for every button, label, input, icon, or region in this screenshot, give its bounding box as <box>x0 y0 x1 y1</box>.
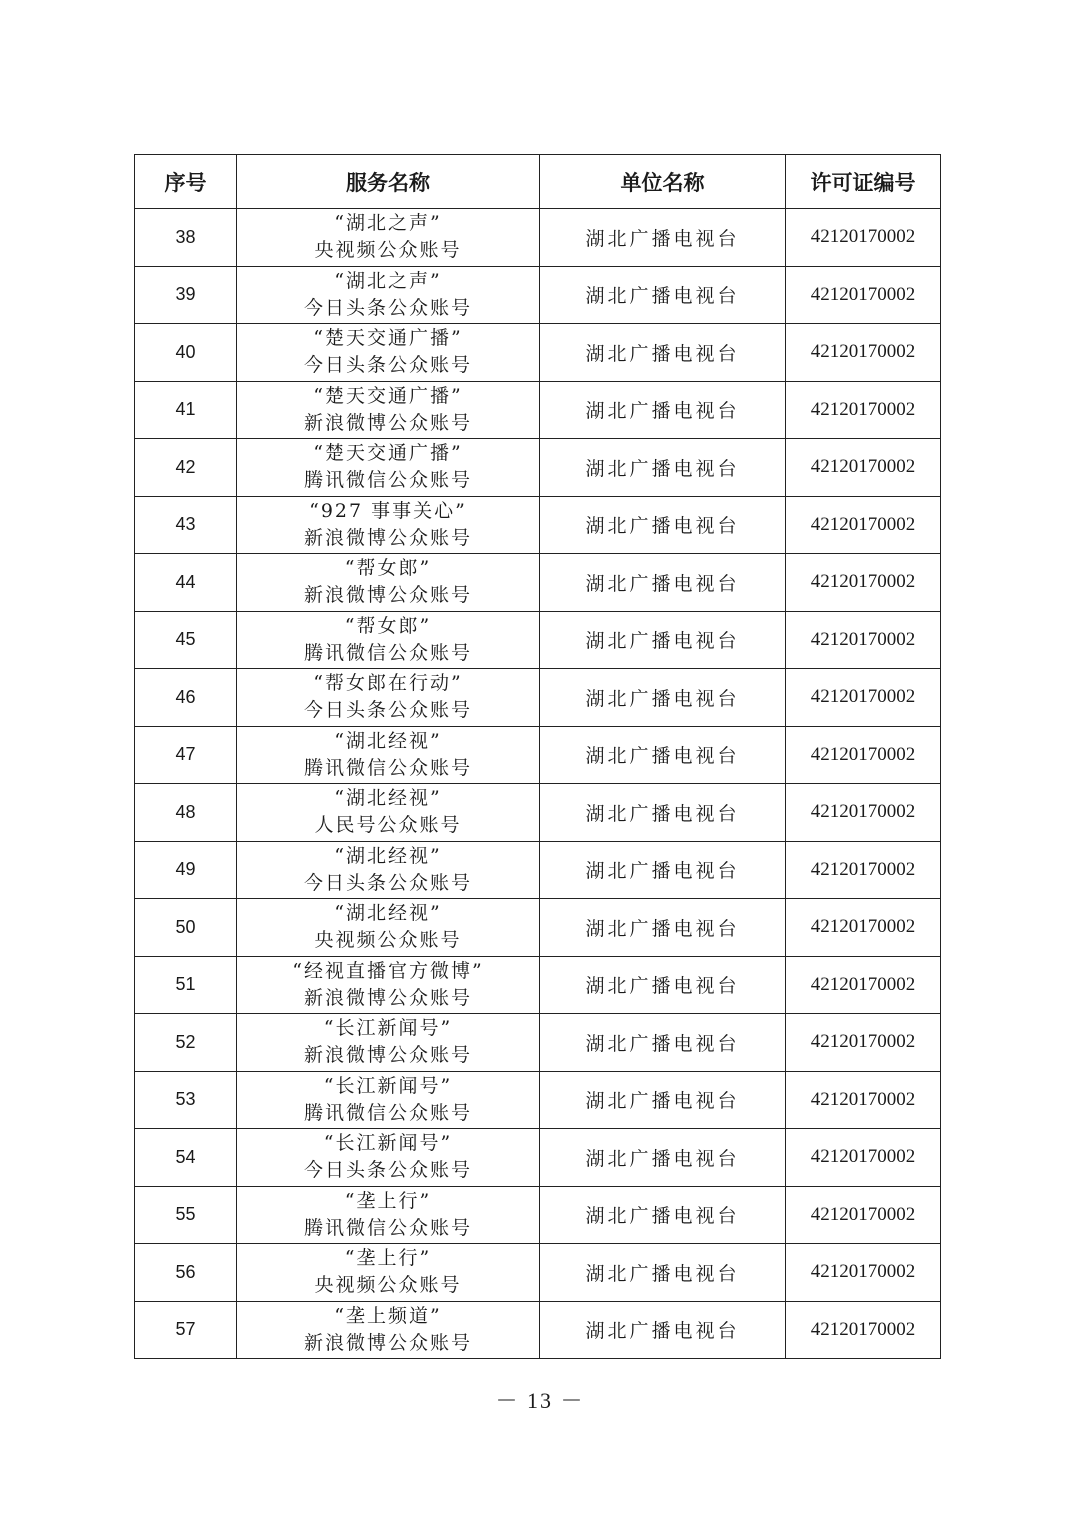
cell-service-name <box>237 669 540 727</box>
service-account-name: “927 事事关心” <box>309 499 467 522</box>
service-account-name: “长江新闻号” <box>323 1017 453 1040</box>
cell-license-number: 42120170002 <box>786 956 941 1014</box>
cell-unit-name: 湖北广播电视台 <box>540 956 786 1014</box>
service-platform: 今日头条公众账号 <box>303 296 472 319</box>
table-row <box>135 439 941 497</box>
cell-service-name <box>237 1129 540 1187</box>
service-platform: 新浪微博公众账号 <box>303 1044 472 1067</box>
cell-license-number: 42120170002 <box>786 496 941 554</box>
cell-license-number: 42120170002 <box>786 1129 941 1187</box>
cell-unit-name: 湖北广播电视台 <box>540 1186 786 1244</box>
cell-unit-name: 湖北广播电视台 <box>540 266 786 324</box>
cell-license-number: 42120170002 <box>786 554 941 612</box>
cell-unit-name: 湖北广播电视台 <box>540 1129 786 1187</box>
table-row <box>135 841 941 899</box>
cell-service-name <box>237 209 540 267</box>
cell-license-number: 42120170002 <box>786 266 941 324</box>
table-row <box>135 726 941 784</box>
cell-license-number: 42120170002 <box>786 726 941 784</box>
service-account-name: “楚天交通广播” <box>313 442 463 465</box>
cell-service-name <box>237 841 540 899</box>
cell-serial-number: 55 <box>135 1186 237 1244</box>
cell-license-number: 42120170002 <box>786 1014 941 1072</box>
cell-license-number: 42120170002 <box>786 1071 941 1129</box>
cell-license-number: 42120170002 <box>786 209 941 267</box>
table-row <box>135 381 941 439</box>
cell-service-name <box>237 956 540 1014</box>
cell-service-name <box>237 554 540 612</box>
table-row <box>135 1244 941 1302</box>
service-account-name: “帮女郎” <box>344 557 432 580</box>
table-header-row <box>135 155 941 209</box>
cell-serial-number: 49 <box>135 841 237 899</box>
service-account-name: “长江新闻号” <box>323 1132 453 1155</box>
cell-unit-name: 湖北广播电视台 <box>540 496 786 554</box>
table-row <box>135 209 941 267</box>
service-account-name: “帮女郎” <box>344 614 432 637</box>
cell-service-name <box>237 1071 540 1129</box>
service-platform: 今日头条公众账号 <box>303 871 472 894</box>
service-platform: 腾讯微信公众账号 <box>303 641 472 664</box>
service-account-name: “湖北经视” <box>334 729 442 752</box>
table-row <box>135 324 941 382</box>
table-body <box>135 209 941 1359</box>
license-table <box>134 154 941 1359</box>
cell-serial-number: 50 <box>135 899 237 957</box>
cell-service-name <box>237 439 540 497</box>
cell-service-name <box>237 496 540 554</box>
cell-serial-number: 42 <box>135 439 237 497</box>
service-platform: 新浪微博公众账号 <box>303 1331 472 1354</box>
table-row <box>135 266 941 324</box>
cell-unit-name: 湖北广播电视台 <box>540 1244 786 1302</box>
service-platform: 央视频公众账号 <box>314 1274 462 1297</box>
service-platform: 今日头条公众账号 <box>303 699 472 722</box>
service-account-name: “长江新闻号” <box>323 1074 453 1097</box>
service-platform: 央视频公众账号 <box>314 929 462 952</box>
cell-serial-number: 51 <box>135 956 237 1014</box>
service-platform: 新浪微博公众账号 <box>303 411 472 434</box>
cell-service-name <box>237 1014 540 1072</box>
cell-unit-name: 湖北广播电视台 <box>540 611 786 669</box>
table-row <box>135 1014 941 1072</box>
cell-service-name <box>237 611 540 669</box>
cell-unit-name: 湖北广播电视台 <box>540 899 786 957</box>
table-row <box>135 956 941 1014</box>
cell-license-number: 42120170002 <box>786 1186 941 1244</box>
service-account-name: “垄上行” <box>344 1189 432 1212</box>
service-account-name: “楚天交通广播” <box>313 384 463 407</box>
cell-serial-number: 54 <box>135 1129 237 1187</box>
cell-serial-number: 56 <box>135 1244 237 1302</box>
cell-serial-number: 39 <box>135 266 237 324</box>
cell-unit-name: 湖北广播电视台 <box>540 209 786 267</box>
table-row <box>135 1301 941 1359</box>
cell-unit-name: 湖北广播电视台 <box>540 439 786 497</box>
cell-serial-number: 48 <box>135 784 237 842</box>
cell-unit-name: 湖北广播电视台 <box>540 669 786 727</box>
cell-serial-number: 43 <box>135 496 237 554</box>
cell-serial-number: 40 <box>135 324 237 382</box>
service-account-name: “垄上行” <box>344 1247 432 1270</box>
service-account-name: “经视直播官方微博” <box>292 959 484 982</box>
cell-serial-number: 38 <box>135 209 237 267</box>
cell-unit-name: 湖北广播电视台 <box>540 554 786 612</box>
cell-service-name <box>237 784 540 842</box>
service-platform: 腾讯微信公众账号 <box>303 1216 472 1239</box>
cell-serial-number: 53 <box>135 1071 237 1129</box>
header-serial-number: 序号 <box>135 155 237 209</box>
cell-serial-number: 41 <box>135 381 237 439</box>
cell-service-name <box>237 726 540 784</box>
cell-unit-name: 湖北广播电视台 <box>540 726 786 784</box>
cell-unit-name: 湖北广播电视台 <box>540 324 786 382</box>
table-row <box>135 899 941 957</box>
service-account-name: “湖北经视” <box>334 787 442 810</box>
cell-serial-number: 57 <box>135 1301 237 1359</box>
service-account-name: “垄上频道” <box>334 1304 442 1327</box>
header-license-number: 许可证编号 <box>786 155 941 209</box>
service-account-name: “湖北之声” <box>334 212 442 235</box>
cell-unit-name: 湖北广播电视台 <box>540 1014 786 1072</box>
header-service-name: 服务名称 <box>237 155 540 209</box>
service-account-name: “湖北之声” <box>334 269 442 292</box>
table-row <box>135 1186 941 1244</box>
cell-serial-number: 47 <box>135 726 237 784</box>
table-row <box>135 784 941 842</box>
cell-unit-name: 湖北广播电视台 <box>540 841 786 899</box>
cell-service-name <box>237 381 540 439</box>
cell-unit-name: 湖北广播电视台 <box>540 381 786 439</box>
cell-unit-name: 湖北广播电视台 <box>540 784 786 842</box>
table-row <box>135 496 941 554</box>
cell-unit-name: 湖北广播电视台 <box>540 1301 786 1359</box>
cell-license-number: 42120170002 <box>786 1301 941 1359</box>
table-row <box>135 554 941 612</box>
cell-serial-number: 44 <box>135 554 237 612</box>
cell-service-name <box>237 899 540 957</box>
service-account-name: “帮女郎在行动” <box>313 672 463 695</box>
service-platform: 今日头条公众账号 <box>303 354 472 377</box>
service-platform: 腾讯微信公众账号 <box>303 469 472 492</box>
page-number: － 13 － <box>495 1388 585 1413</box>
service-account-name: “湖北经视” <box>334 902 442 925</box>
table-row <box>135 1129 941 1187</box>
cell-service-name <box>237 266 540 324</box>
service-platform: 新浪微博公众账号 <box>303 584 472 607</box>
cell-serial-number: 52 <box>135 1014 237 1072</box>
service-platform: 央视频公众账号 <box>314 239 462 262</box>
cell-service-name <box>237 1244 540 1302</box>
cell-license-number: 42120170002 <box>786 324 941 382</box>
cell-license-number: 42120170002 <box>786 669 941 727</box>
cell-license-number: 42120170002 <box>786 1244 941 1302</box>
cell-service-name <box>237 324 540 382</box>
cell-service-name <box>237 1301 540 1359</box>
service-platform: 新浪微博公众账号 <box>303 526 472 549</box>
cell-license-number: 42120170002 <box>786 439 941 497</box>
service-platform: 新浪微博公众账号 <box>303 986 472 1009</box>
cell-license-number: 42120170002 <box>786 381 941 439</box>
service-platform: 人民号公众账号 <box>314 814 462 837</box>
cell-license-number: 42120170002 <box>786 841 941 899</box>
table-row <box>135 1071 941 1129</box>
cell-serial-number: 45 <box>135 611 237 669</box>
cell-service-name <box>237 1186 540 1244</box>
header-unit-name: 单位名称 <box>540 155 786 209</box>
service-platform: 腾讯微信公众账号 <box>303 1101 472 1124</box>
table-row <box>135 611 941 669</box>
cell-serial-number: 46 <box>135 669 237 727</box>
service-platform: 腾讯微信公众账号 <box>303 756 472 779</box>
cell-license-number: 42120170002 <box>786 784 941 842</box>
cell-unit-name: 湖北广播电视台 <box>540 1071 786 1129</box>
service-platform: 今日头条公众账号 <box>303 1159 472 1182</box>
service-account-name: “湖北经视” <box>334 844 442 867</box>
cell-license-number: 42120170002 <box>786 611 941 669</box>
table-row <box>135 669 941 727</box>
cell-license-number: 42120170002 <box>786 899 941 957</box>
service-account-name: “楚天交通广播” <box>313 327 463 350</box>
